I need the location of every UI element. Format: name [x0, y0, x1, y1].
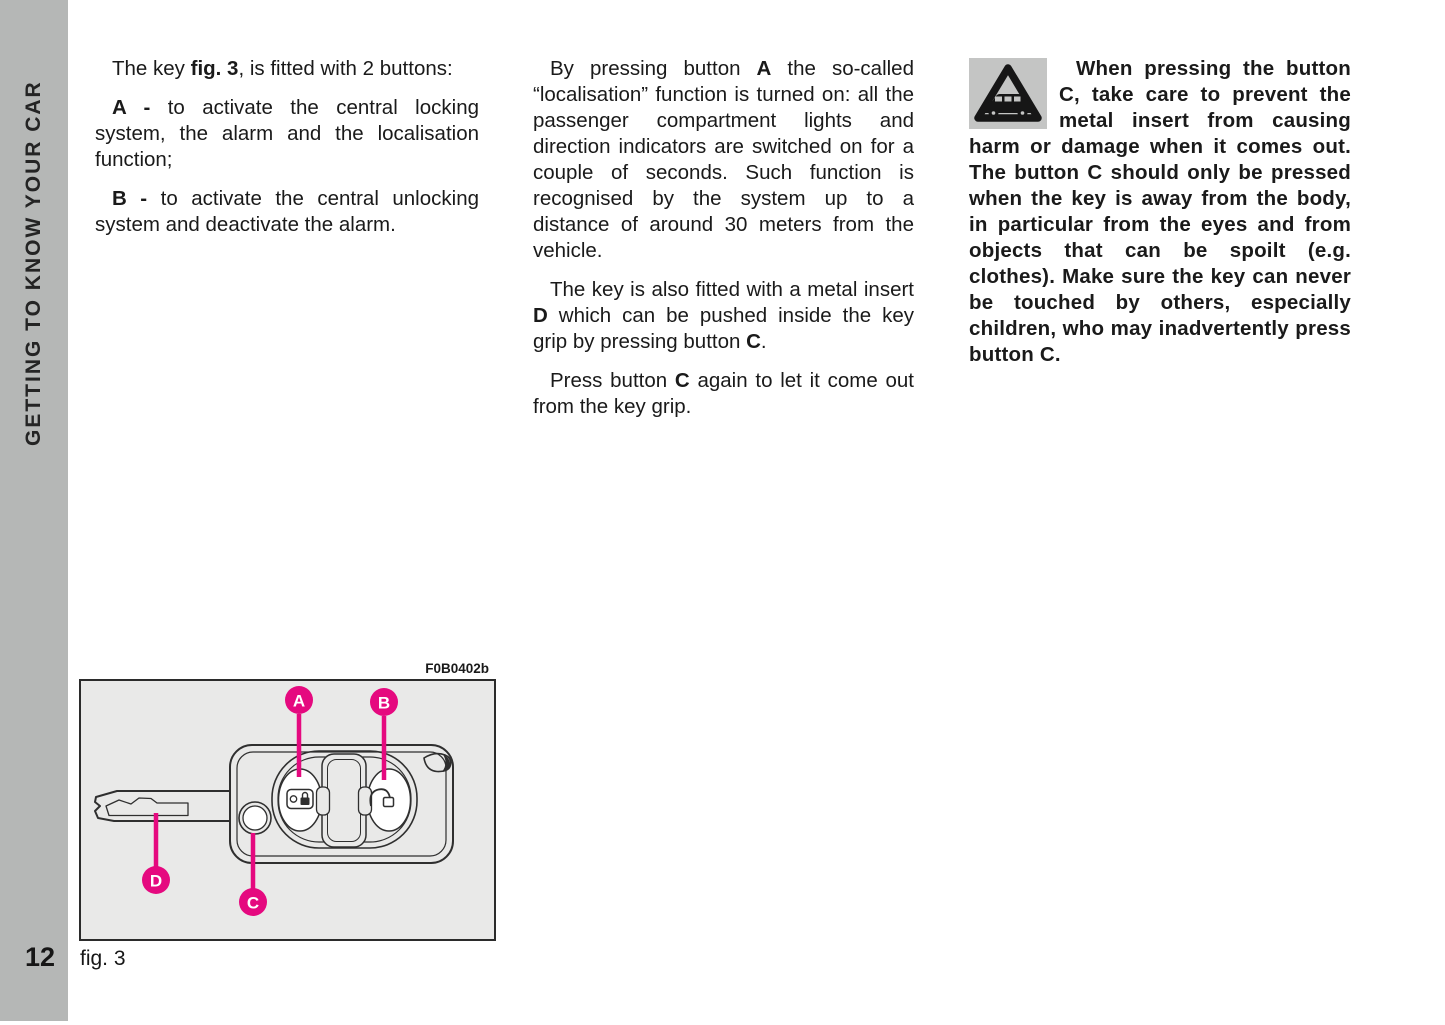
- label-d-letter: D: [149, 871, 163, 891]
- key-illustration: [81, 681, 494, 939]
- label-c-letter: C: [246, 893, 260, 913]
- text-column-warning: [969, 56, 1351, 381]
- text-column-1: [95, 56, 479, 251]
- paragraph-localisation: [533, 56, 914, 264]
- text-run-bold: B -: [112, 187, 161, 210]
- lock-button: [279, 769, 322, 831]
- text-run-bold: A: [756, 57, 772, 80]
- text-run: The key is also fitted with a metal insert: [550, 278, 914, 301]
- text-run: The key: [112, 57, 191, 80]
- paragraph-button-b: [95, 186, 479, 238]
- figure-key-diagram: [79, 679, 496, 941]
- page-number: 12: [25, 942, 56, 972]
- paragraph-metal-insert: [533, 277, 914, 355]
- chapter-title: GETTING TO KNOW YOUR CAR: [22, 80, 45, 446]
- text-run-bold: C: [746, 330, 761, 353]
- text-run-bold: C: [674, 369, 690, 392]
- key-blade: [95, 791, 231, 821]
- text-run: .: [760, 330, 767, 353]
- insert-release-button: [239, 802, 271, 834]
- paragraph-warning: [969, 56, 1351, 368]
- text-run-bold: A -: [112, 96, 168, 119]
- text-run: which can be pushed inside the key grip by pressing button: [533, 304, 914, 353]
- label-a-letter: A: [292, 691, 306, 711]
- sidebar: [0, 0, 68, 1021]
- figure-caption: fig. 3: [80, 947, 126, 970]
- text-column-2: [533, 56, 914, 433]
- figure-code: F0B0402b: [425, 661, 489, 676]
- text-run: again to let it come out from the key grip.: [533, 369, 914, 418]
- text-run-bold: fig. 3: [190, 57, 239, 80]
- label-b-letter: B: [377, 693, 391, 713]
- text-run: By pressing button: [550, 57, 757, 80]
- paragraph-key-intro: [95, 56, 479, 82]
- unlock-button: [368, 769, 411, 831]
- warning-text: When pressing the button C, take care to prevent the metal insert from causing harm or damage when it comes out. The button C should only be pressed when the key is away from the body, in particular from the eyes and from objects that can be spoilt (e.g. clothes). Make sure the key can never be touched by others, especially children, who may inadvertently press button C.: [969, 57, 1351, 366]
- paragraph-press-again: [533, 368, 914, 420]
- paragraph-button-a: [95, 95, 479, 173]
- text-run: to activate the central locking system, the alarm and the localisation function;: [95, 96, 479, 171]
- text-run: Press button: [550, 369, 675, 392]
- text-run: , is fitted with 2 buttons:: [238, 57, 453, 80]
- text-run: the so-called “localisation” function is turned on: all the passenger compartment lights and direction indicators are switched on for a couple of seconds. Such function is recognised by the system up to a distance of around 30 meters from the vehicle.: [533, 57, 914, 262]
- warning-triangle-icon: [969, 58, 1047, 129]
- text-run: to activate the central unlocking system and deactivate the alarm.: [95, 187, 479, 236]
- text-run-bold: D: [533, 304, 548, 327]
